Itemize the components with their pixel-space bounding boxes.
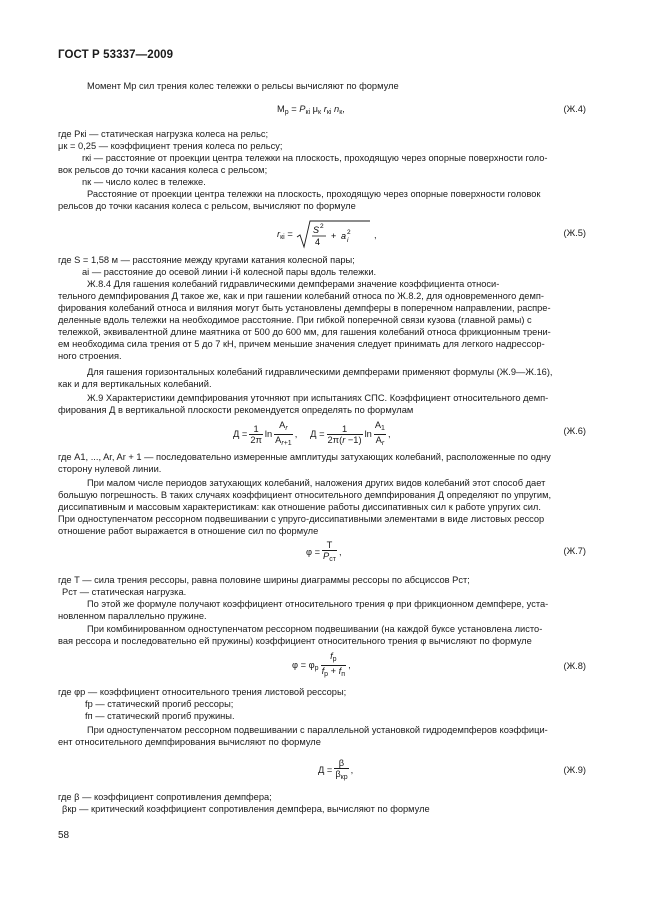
where-f-p: fп — статический прогиб пружины. <box>85 711 235 721</box>
paragraph-zh84-line6: ем необходима сила трения от 5 до 7 кН, причем меньшие значения следует принимать для легкого надрессор- <box>58 339 545 349</box>
paragraph-horizontal-1: Для гашения горизонтальных колебаний гидравлическими демпферами применяют формулы (Ж.9—Ж.16), <box>87 367 553 377</box>
page-header: ГОСТ Р 53337—2009 <box>58 49 174 61</box>
where-r-ki: rкi — расстояние от проекции центра тележки на плоскость, проходящую через опорные поверхности голо- <box>82 153 548 163</box>
paragraph-zh84-line1: Ж.8.4 Для гашения колебаний гидравлическими демпферами значение коэффициента относи- <box>87 279 500 289</box>
paragraph-moment: Момент Mр сил трения колес тележки о рельсы вычисляют по формуле <box>87 81 399 91</box>
equation-zh4: $M_р = P_{кi}$ $\mu_к$ $r_{кi}$ $n_к$, <box>277 104 345 116</box>
paragraph-zh84-line3: фирования колебаний относа и виляния могут быть установлены демпферы в поперечном направлении, распре- <box>58 303 551 313</box>
paragraph-periods-3: диссипативным и массовым характеристикам: как отношение работы диссипативных сил к работе упругих сил. <box>58 502 541 512</box>
svg-text:4: 4 <box>315 237 321 247</box>
equation-zh6: Д = $\frac{1}{2\pi}$ ln $\frac{A_r}{A_{r+1}}$ , Д = $\frac{1}{2\pi(r -1)}$ ln $\frac{A_1}{A_r}$ , <box>233 420 391 447</box>
where-phi-r: где φр — коэффициент относительного трения листовой рессоры; <box>58 687 347 697</box>
paragraph-hydro-1: При одноступенчатом рессорном подвешивании с параллельной установкой гидродемпферов коэффици- <box>87 725 548 735</box>
paragraph-amplitudes-1: где A1, ..., Ar, Ar + 1 — последовательно измеренные амплитуды затухающих колебаний, расположенные по одну <box>58 452 551 462</box>
equation-label-zh4: (Ж.4) <box>563 104 586 114</box>
svg-text:2: 2 <box>320 223 324 230</box>
equation-zh9: Д = $\frac{\beta}{\beta_{кр}}$ , <box>318 758 354 781</box>
where-beta: где β — коэффициент сопротивления демпфера; <box>58 792 272 802</box>
where-n-k: nк — число колес в тележке. <box>82 177 206 187</box>
paragraph-horizontal-2: как и для вертикальных колебаний. <box>58 379 212 389</box>
where-a-i: ai — расстояние до осевой линии i-й колесной пары вдоль тележки. <box>82 267 377 277</box>
where-f-r: fр — статический прогиб рессоры; <box>85 699 234 709</box>
paragraph-zh84-line5: тележкой, эквивалентной длине маятника от 500 до 600 мм, для гашения колебаний относа фрикционным трени- <box>58 327 551 337</box>
paragraph-amplitudes-2: сторону нулевой линии. <box>58 464 162 474</box>
paragraph-zh84-line2: тельного демпфирования Д такое же, как и при гашении колебаний относа по Ж.8.2, для одновременного демп- <box>58 291 544 301</box>
where-r-ki-cont: вок рельсов до точки касания колеса с рельсом; <box>58 165 268 175</box>
equation-label-zh7: (Ж.7) <box>563 546 586 556</box>
where-t: где T — сила трения рессоры, равна половине ширины диаграммы рессоры по абсцисcов Pст; <box>58 575 470 585</box>
where-p-ki: где Pкi — статическая нагрузка колеса на рельс; <box>58 129 269 139</box>
equation-zh8: $\varphi = \varphi_р$ $\frac{f_р}{f_р + f_п}$ , <box>292 651 351 678</box>
paragraph-distance-1: Расстояние от проекции центра тележки на плоскость, проходящую через опорные поверхности головок <box>87 189 541 199</box>
paragraph-zh9-line1: Ж.9 Характеристики демпфирования уточняют при испытаниях СПС. Коэффициент относительного демп- <box>87 393 549 403</box>
paragraph-periods-5: отношение работ выражается в отношение сил по формуле <box>58 526 319 536</box>
paragraph-zh84-line4: деленные вдоль тележки на необходимое расстояние. При гибкой поперечной связи кузова (главной рамы) с <box>58 315 532 325</box>
sqrt-sign-icon <box>295 219 371 251</box>
paragraph-periods-2: большую погрешность. В таких случаях коэффициент относительного демпфирования Д определяют по упругим, <box>58 490 552 500</box>
paragraph-periods-4: При одноступенчатом рессорном подвешивании с упруго-диссипативными элементами в виде листовых рессор <box>58 514 545 524</box>
paragraph-zh84-line7: ного строения. <box>58 351 122 361</box>
paragraph-periods-1: При малом числе периодов затухающих колебаний, наложения других видов колебаний этот способ дает <box>87 478 546 488</box>
paragraph-zh9-line2: фирования Д в вертикальной плоскости рекомендуется определять по формулам <box>58 405 414 415</box>
page-number: 58 <box>58 830 70 841</box>
svg-text:2: 2 <box>347 229 351 236</box>
paragraph-distance-2: рельсов до точки касания колеса с рельсом, вычисляют по формуле <box>58 201 356 211</box>
svg-text:S: S <box>313 225 320 235</box>
paragraph-same-formula-2: новленном параллельно пружине. <box>58 611 207 621</box>
svg-text:a: a <box>341 231 347 241</box>
paragraph-combined-2: вая рессора и последовательно ей пружины) коэффициент относительного трения φ вычисляют по формуле <box>58 636 532 646</box>
where-mu-k: μк = 0,25 — коэффициент трения колеса по рельсу; <box>58 141 283 151</box>
svg-text:i: i <box>347 237 349 244</box>
equation-label-zh9: (Ж.9) <box>563 765 586 775</box>
equation-label-zh6: (Ж.6) <box>563 426 586 436</box>
where-s: где S = 1,58 м — расстояние между кругами катания колесной пары; <box>58 255 355 265</box>
equation-label-zh5: (Ж.5) <box>563 228 586 238</box>
paragraph-combined-1: При комбинированном одноступенчатом рессорном подвешивании (на каждой буксе установлена листо- <box>87 624 543 634</box>
where-beta-kr: βкр — критический коэффициент сопротивления демпфера, вычисляют по формуле <box>62 804 430 814</box>
paragraph-same-formula-1: По этой же формуле получают коэффициент относительного трения φ при фрикционном демпфере, уста- <box>87 599 549 609</box>
svg-text:+: + <box>331 231 337 241</box>
paragraph-hydro-2: ент относительного демпфирования вычисляют по формуле <box>58 737 321 747</box>
where-p-st: Pст — статическая нагрузка. <box>62 587 187 597</box>
equation-zh7: φ = $\frac{T}{P_{ст}}$ , <box>306 540 342 563</box>
equation-zh5: $r_{кi}$ = S 2 4 + a 2 i , <box>277 219 377 251</box>
equation-label-zh8: (Ж.8) <box>563 661 586 671</box>
